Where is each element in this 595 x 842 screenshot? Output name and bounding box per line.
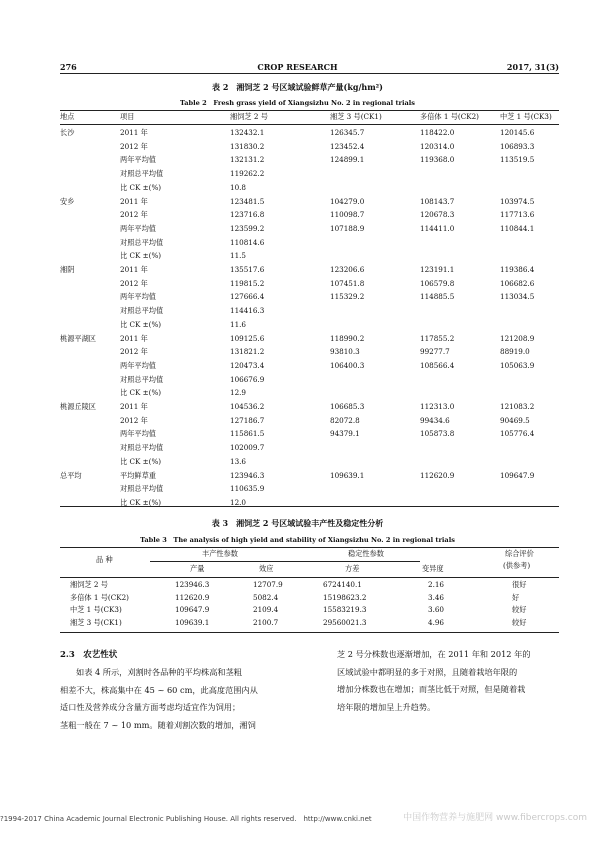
table2-row — [60, 153, 559, 167]
table2-cell-item: 2011 年 — [120, 265, 148, 274]
table3-cell-yield: 109647.9 — [175, 605, 210, 615]
table2-cell-item: 对照总平均值 — [120, 237, 164, 247]
table2-cell-variety: 102009.7 — [230, 443, 265, 453]
table2-cell-ck2: 114411.0 — [420, 223, 455, 233]
table3-cell-effect: 12707.9 — [253, 580, 283, 589]
table2-cell-ck1: 106685.3 — [330, 402, 365, 411]
left-line: 茎粗一般在 7 ~ 10 mm。随着刈割次数的增加，湘饲 — [60, 719, 256, 730]
right-column — [337, 646, 531, 716]
table2-cell-variety: 131830.2 — [230, 141, 265, 151]
table3-header-yield: 产量 — [190, 564, 205, 573]
table2-row — [60, 482, 559, 496]
table2-cell-item: 2012 年 — [120, 415, 148, 425]
table2-cell-ck2: 119368.0 — [420, 155, 455, 165]
table2-row — [60, 304, 559, 318]
table3-cell-yield: 109639.1 — [175, 617, 210, 627]
table3-header-variety: 品 种 — [96, 555, 113, 564]
section-heading: 2.3 农艺性状 — [60, 650, 118, 660]
table2-row — [60, 222, 559, 236]
table2-cell-ck3: 113034.5 — [500, 292, 535, 302]
table3-header-row2 — [60, 563, 559, 575]
table2-row — [60, 181, 559, 195]
table2-cell-item: 对照总平均值 — [120, 443, 164, 453]
table2-header-ck2: 多倍体 1 号(CK2) — [420, 112, 479, 121]
right-line: 培年限的增加呈上升趋势。 — [337, 701, 436, 712]
table2-row — [60, 414, 559, 428]
table2-row — [60, 208, 559, 222]
table2-header-ck1: 湘芝 3 号(CK1) — [330, 112, 382, 121]
table2-cell-variety: 123481.5 — [230, 196, 265, 206]
table2-cell-location: 桃源丘陵区 — [60, 402, 96, 411]
table2-cell-variety: 11.5 — [230, 251, 247, 261]
table2-cell-item: 2012 年 — [120, 278, 148, 288]
table2-cell-item: 2011 年 — [120, 402, 148, 411]
table2-row — [60, 386, 559, 400]
table2-cell-item: 两年平均值 — [120, 429, 156, 439]
table2-cell-item: 两年平均值 — [120, 223, 156, 233]
table2-cell-ck2: 99434.6 — [420, 415, 450, 425]
table2-cell-location: 湘阴 — [60, 265, 75, 274]
table2-cell-ck3: 117713.6 — [500, 210, 535, 220]
table2-row — [60, 126, 559, 140]
table2-cell-ck2: 118422.0 — [420, 128, 455, 137]
table2-cell-ck1: 107451.8 — [330, 278, 365, 288]
table2-cell-ck1: 109639.1 — [330, 470, 365, 480]
table2-bottom-rule — [60, 506, 559, 507]
table2-cell-variety: 109125.6 — [230, 333, 265, 343]
table2-cell-ck1: 123206.6 — [330, 265, 365, 274]
table2-cell-ck3: 121083.2 — [500, 402, 535, 411]
right-line: 区域试验中都明显的多于对照，且随着栽培年限的 — [337, 666, 518, 677]
table2-cell-variety: 13.6 — [230, 456, 247, 466]
table2-cell-item: 2012 年 — [120, 347, 148, 357]
table3-cell-effect: 2100.7 — [253, 617, 279, 627]
table3-cell-cv: 3.60 — [428, 605, 445, 615]
left-line: 相差不大，株高集中在 45 ~ 60 cm，此高度范围内从 — [60, 684, 258, 695]
table3-header-high-yield: 丰产性参数 — [202, 549, 238, 558]
table2-row — [60, 332, 559, 346]
table2-cell-ck1: 106400.3 — [330, 360, 365, 370]
table2-cell-ck2: 120314.0 — [420, 141, 455, 151]
table2-cell-item: 对照总平均值 — [120, 306, 164, 316]
page-number: 276 — [60, 62, 77, 72]
table2-row — [60, 195, 559, 209]
copyright-footer: ?1994-2017 China Academic Journal Electronic Publishing House. All rights reserved. http://www.cnki.net — [0, 815, 372, 823]
table2-cell-item: 2011 年 — [120, 196, 148, 206]
table2-cell-item: 比 CK ±(%) — [120, 388, 162, 398]
table2-cell-ck1: 118990.2 — [330, 333, 365, 343]
table2-cell-location: 桃源平湖区 — [60, 333, 96, 343]
table2-cell-ck2: 114885.5 — [420, 292, 455, 302]
left-line: 如表 4 所示，刈割时各品种的平均株高和茎粗 — [76, 667, 242, 677]
table2-cell-ck1: 126345.7 — [330, 128, 365, 137]
table2-cell-variety: 119815.2 — [230, 278, 265, 288]
table3-cell-variance: 6724140.1 — [323, 580, 362, 589]
table2-caption-cn: 表 2 湘饲芝 2 号区域试验鲜草产量(kg/hm²) — [212, 82, 383, 92]
table2-cell-item: 比 CK ±(%) — [120, 251, 162, 261]
table2-cell-item: 2012 年 — [120, 210, 148, 220]
table3-row — [60, 604, 559, 616]
table2-row — [60, 400, 559, 414]
table2-cell-item: 两年平均值 — [120, 155, 156, 165]
table2-row — [60, 140, 559, 154]
table2-cell-variety: 123716.8 — [230, 210, 265, 220]
right-line: 增加分株数也在增加；而茎比低于对照，但是随着栽 — [337, 684, 526, 695]
table2-row — [60, 249, 559, 263]
table3-header-stability: 稳定性参数 — [348, 549, 384, 558]
table2-cell-location: 安乡 — [60, 196, 75, 206]
table2-row — [60, 236, 559, 250]
table3-header-cv: 变异度 — [422, 564, 444, 573]
table2-cell-ck2: 108143.7 — [420, 196, 455, 206]
table2-cell-ck1: 123452.4 — [330, 141, 365, 151]
table3-cell-yield: 123946.3 — [175, 580, 210, 589]
table2-cell-ck2: 108566.4 — [420, 360, 455, 370]
table2-cell-variety: 12.9 — [230, 388, 247, 398]
table2-cell-item: 2011 年 — [120, 128, 148, 137]
table2-row — [60, 469, 559, 483]
table2-cell-ck3: 105776.4 — [500, 429, 535, 439]
table2-cell-ck3: 88919.0 — [500, 347, 530, 357]
table2-cell-ck2: 120678.3 — [420, 210, 455, 220]
table2-cell-item: 对照总平均值 — [120, 374, 164, 384]
table3-header-variance: 方差 — [345, 564, 360, 573]
table2-cell-ck3: 121208.9 — [500, 333, 535, 343]
table2-cell-ck1: 124899.1 — [330, 155, 365, 165]
right-line: 芝 2 号分株数也逐渐增加，在 2011 年和 2012 年的 — [337, 649, 531, 659]
watermark: 中国作物营养与施肥网 www.fibercrops.com — [403, 813, 587, 823]
table3-header-eval-note: (供参考) — [503, 561, 531, 570]
table2-row — [60, 496, 559, 510]
table2-cell-ck3: 103974.5 — [500, 196, 535, 206]
table3-cell-eval: 好 — [512, 592, 520, 602]
table3-cell-variety: 多倍体 1 号(CK2) — [70, 592, 129, 602]
table2-row — [60, 441, 559, 455]
table2-cell-ck2: 112620.9 — [420, 470, 455, 480]
table3-caption-en: Table 3 The analysis of high yield and stability of Xiangsizhu No. 2 in regional trials — [140, 536, 455, 544]
table3-cell-effect: 2109.4 — [253, 605, 279, 615]
table2-cell-variety: 119262.2 — [230, 169, 265, 179]
table3-header-rule — [60, 577, 559, 578]
table3-subheader-rule — [150, 561, 420, 562]
table2-cell-item: 对照总平均值 — [120, 484, 164, 494]
table3-cell-cv: 3.46 — [428, 592, 445, 602]
table2-row — [60, 263, 559, 277]
left-line: 适口性及营养成分含量方面考虑均适宜作为饲用； — [60, 702, 241, 713]
table2-cell-location: 总平均 — [60, 470, 82, 480]
table2-cell-item: 2011 年 — [120, 333, 148, 343]
table3-caption-cn: 表 3 湘饲芝 2 号区域试验丰产性及稳定性分析 — [211, 518, 384, 528]
table2-cell-variety: 123599.2 — [230, 223, 265, 233]
table2-cell-variety: 131821.2 — [230, 347, 265, 357]
table2-header-row — [60, 111, 559, 123]
table2-cell-ck1: 110098.7 — [330, 210, 365, 220]
table2-cell-item: 比 CK ±(%) — [120, 456, 162, 466]
table3-cell-variety: 中芝 1 号(CK3) — [70, 605, 122, 615]
table2-header-location: 地点 — [60, 112, 75, 121]
table2-row — [60, 427, 559, 441]
table2-cell-variety: 115861.5 — [230, 429, 265, 439]
table2-cell-variety: 123946.3 — [230, 470, 265, 480]
table2-cell-ck3: 109647.9 — [500, 470, 535, 480]
table2-row — [60, 290, 559, 304]
table2-cell-variety: 132432.1 — [230, 128, 265, 137]
table2-cell-location: 长沙 — [60, 128, 75, 137]
table2-cell-variety: 106676.9 — [230, 374, 265, 384]
table2-cell-ck2: 106579.8 — [420, 278, 455, 288]
table2-cell-ck3: 105063.9 — [500, 360, 535, 370]
table2-cell-ck2: 105873.8 — [420, 429, 455, 439]
table2-cell-ck3: 110844.1 — [500, 223, 535, 233]
table2-cell-item: 比 CK ±(%) — [120, 497, 162, 507]
table2-cell-variety: 104536.2 — [230, 402, 265, 411]
table3-cell-effect: 5082.4 — [253, 592, 279, 602]
table2-row — [60, 373, 559, 387]
table2-cell-ck1: 94379.1 — [330, 429, 360, 439]
table2-cell-ck2: 117855.2 — [420, 333, 455, 343]
table2-cell-ck3: 106682.6 — [500, 278, 535, 288]
table2-cell-variety: 110635.9 — [230, 484, 265, 494]
table2-cell-variety: 10.8 — [230, 182, 247, 192]
table3-cell-variance: 29560021.3 — [323, 617, 367, 627]
table3-cell-variance: 15583219.3 — [323, 605, 367, 615]
table3-cell-variance: 15198623.2 — [323, 592, 367, 602]
table2-cell-item: 对照总平均值 — [120, 169, 164, 179]
table2-row — [60, 318, 559, 332]
table2-cell-item: 比 CK ±(%) — [120, 319, 162, 329]
table3-row — [60, 617, 559, 629]
table2-header-item: 项目 — [120, 112, 135, 121]
table2-cell-ck2: 99277.7 — [420, 347, 450, 357]
table2-cell-ck1: 107188.9 — [330, 223, 365, 233]
table2-cell-item: 比 CK ±(%) — [120, 182, 162, 192]
table2-cell-ck3: 120145.6 — [500, 128, 535, 137]
table3-cell-eval: 较好 — [512, 617, 527, 627]
table3-cell-eval: 很好 — [512, 580, 527, 589]
table3-row — [60, 579, 559, 591]
table2-header-ck3: 中芝 1 号(CK3) — [500, 112, 552, 121]
table2-cell-variety: 127186.7 — [230, 415, 265, 425]
table2-cell-ck1: 93810.3 — [330, 347, 360, 357]
table2-cell-variety: 114416.3 — [230, 306, 265, 316]
table2-cell-ck1: 82072.8 — [330, 415, 360, 425]
table3-header-eval: 综合评价 — [505, 549, 534, 558]
table2-cell-variety: 132131.2 — [230, 155, 265, 165]
table3-header-effect: 效应 — [259, 564, 274, 573]
table3-row — [60, 592, 559, 604]
table2-cell-item: 两年平均值 — [120, 360, 156, 370]
journal-issue: 2017, 31(3) — [506, 62, 559, 72]
table2-cell-ck3: 113519.5 — [500, 155, 535, 165]
table3-bottom-rule — [60, 632, 559, 633]
header-rule — [60, 73, 559, 74]
table2-cell-ck1: 115329.2 — [330, 292, 365, 302]
table2-row — [60, 167, 559, 181]
left-column — [60, 664, 258, 734]
table2-cell-variety: 127666.4 — [230, 292, 265, 302]
table2-cell-variety: 12.0 — [230, 497, 247, 507]
table2-cell-ck3: 119386.4 — [500, 265, 535, 274]
table2-header-rule — [60, 124, 559, 125]
table2-cell-ck3: 90469.5 — [500, 415, 530, 425]
table2-cell-ck3: 106893.3 — [500, 141, 535, 151]
table3-cell-cv: 2.16 — [428, 580, 445, 589]
table2-row — [60, 345, 559, 359]
table2-cell-variety: 135517.6 — [230, 265, 265, 274]
table2-cell-ck1: 104279.0 — [330, 196, 365, 206]
table2-cell-item: 平均鲜草重 — [120, 470, 156, 480]
table2-cell-variety: 110814.6 — [230, 237, 265, 247]
table2-caption-en: Table 2 Fresh grass yield of Xiangsizhu No. 2 in regional trials — [179, 99, 415, 107]
table2-header-variety: 湘饲芝 2 号 — [230, 112, 268, 121]
table3-cell-eval: 较好 — [512, 605, 527, 615]
table3-cell-yield: 112620.9 — [175, 592, 210, 602]
table2-cell-variety: 120473.4 — [230, 360, 265, 370]
table2-row — [60, 455, 559, 469]
table2-cell-ck2: 112313.0 — [420, 402, 455, 411]
table2-row — [60, 277, 559, 291]
journal-name: CROP RESEARCH — [257, 62, 338, 72]
table3-cell-variety: 湘芝 3 号(CK1) — [70, 617, 122, 627]
table2-cell-item: 2012 年 — [120, 141, 148, 151]
table2-cell-ck2: 123191.1 — [420, 265, 455, 274]
table2-row — [60, 359, 559, 373]
table2-cell-item: 两年平均值 — [120, 292, 156, 302]
table2-cell-variety: 11.6 — [230, 319, 247, 329]
table3-cell-cv: 4.96 — [428, 617, 445, 627]
table3-cell-variety: 湘饲芝 2 号 — [70, 580, 108, 589]
